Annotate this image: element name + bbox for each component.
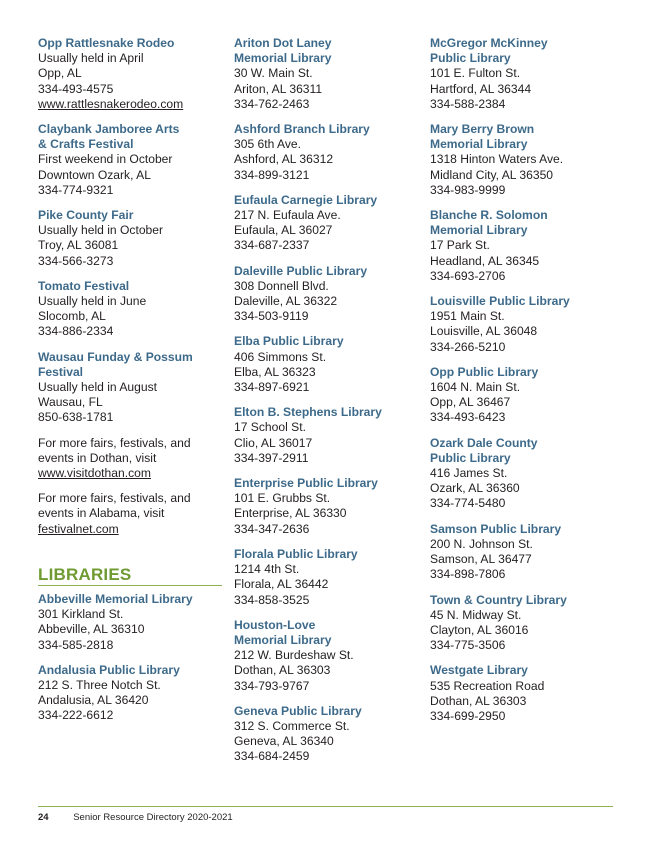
- entry-name: Abbeville Memorial Library: [38, 591, 193, 606]
- note-text: For more fairs, festivals, and: [38, 435, 191, 450]
- entry-detail: 850-638-1781: [38, 410, 114, 425]
- library-entry: [430, 593, 620, 654]
- entry-detail: Elba, AL 36323: [234, 364, 316, 379]
- event-entry: [38, 279, 228, 340]
- entry-detail: 334-266-5210: [430, 339, 506, 354]
- entry-detail: 217 N. Eufaula Ave.: [234, 208, 341, 223]
- footer: [38, 812, 233, 823]
- column-1: [38, 36, 228, 734]
- event-entry: [38, 36, 228, 112]
- entry-detail: 101 E. Grubbs St.: [234, 491, 331, 506]
- entry-name: Tomato Festival: [38, 278, 130, 293]
- entry-detail: 334-397-2911: [234, 450, 309, 465]
- entry-detail: 334-566-3273: [38, 253, 114, 268]
- entry-name: Daleville Public Library: [234, 263, 368, 278]
- library-entry: [430, 208, 620, 284]
- libraries-list-1: [38, 592, 228, 724]
- entry-detail: 334-585-2818: [38, 637, 114, 652]
- entry-detail: Midland City, AL 36350: [430, 167, 554, 182]
- entry-name: Memorial Library: [430, 137, 528, 152]
- notes-list: [38, 436, 228, 537]
- entry-name: Town & Country Library: [430, 592, 567, 607]
- entry-detail: 308 Donnell Blvd.: [234, 278, 329, 293]
- entry-detail: Dothan, AL 36303: [234, 663, 331, 678]
- entry-detail: Slocomb, AL: [38, 309, 106, 324]
- entry-detail: Headland, AL 36345: [430, 253, 540, 268]
- entry-name: & Crafts Festival: [38, 137, 134, 152]
- library-entry: [430, 365, 620, 426]
- note-link[interactable]: www.visitdothan.com: [38, 466, 151, 481]
- entry-name: Eufaula Carnegie Library: [234, 192, 378, 207]
- entry-name: Public Library: [430, 51, 511, 66]
- entry-detail: 334-493-6423: [430, 410, 506, 425]
- entry-detail: Andalusia, AL 36420: [38, 693, 149, 708]
- entry-detail: Troy, AL 36081: [38, 238, 119, 253]
- entry-detail: 334-693-2706: [430, 268, 506, 283]
- entry-detail: 334-347-2636: [234, 521, 310, 536]
- footer-title: Senior Resource Directory 2020-2021: [73, 812, 233, 823]
- libraries-heading: LIBRARIES: [38, 565, 222, 586]
- entry-name: Claybank Jamboree Arts: [38, 122, 180, 137]
- entry-detail: Samson, AL 36477: [430, 552, 532, 567]
- entry-detail: Eufaula, AL 36027: [234, 223, 333, 238]
- library-entry: [234, 193, 424, 254]
- entry-detail: Daleville, AL 36322: [234, 294, 338, 309]
- note-text: events in Alabama, visit: [38, 506, 165, 521]
- library-entry: [430, 122, 620, 198]
- library-entry: [430, 663, 620, 724]
- library-entry: [38, 592, 228, 653]
- entry-detail: Geneva, AL 36340: [234, 734, 334, 749]
- library-entry: [234, 334, 424, 395]
- entry-name: Mary Berry Brown: [430, 122, 535, 137]
- entry-detail: Wausau, FL: [38, 395, 103, 410]
- entry-name: Blanche R. Solomon: [430, 208, 548, 223]
- entry-name: Memorial Library: [234, 51, 332, 66]
- entry-name: Geneva Public Library: [234, 703, 362, 718]
- entry-detail: Hartford, AL 36344: [430, 81, 532, 96]
- entry-detail: 334-687-2337: [234, 238, 310, 253]
- entry-detail: 30 W. Main St.: [234, 66, 313, 81]
- entry-detail: 1214 4th St.: [234, 562, 300, 577]
- library-entry: [38, 663, 228, 724]
- entry-detail: 334-793-9767: [234, 678, 310, 693]
- entry-detail: 45 N. Midway St.: [430, 607, 522, 622]
- entry-detail: 334-762-2463: [234, 96, 310, 111]
- entry-detail: 334-898-7806: [430, 567, 506, 582]
- entry-detail: 406 Simmons St.: [234, 349, 327, 364]
- entry-detail: 334-775-3506: [430, 638, 506, 653]
- entry-detail: 101 E. Fulton St.: [430, 66, 521, 81]
- entry-name: McGregor McKinney: [430, 36, 548, 50]
- entry-detail: Clayton, AL 36016: [430, 622, 529, 637]
- note-link[interactable]: festivalnet.com: [38, 521, 119, 536]
- entry-detail: Usually held in August: [38, 380, 157, 395]
- entry-detail: Enterprise, AL 36330: [234, 506, 347, 521]
- entry-name: Opp Rattlesnake Rodeo: [38, 36, 175, 50]
- entry-detail: 212 W. Burdeshaw St.: [234, 648, 354, 663]
- entry-detail: 334-897-6921: [234, 380, 310, 395]
- entry-detail: Usually held in April: [38, 51, 144, 66]
- entry-detail: Usually held in October: [38, 223, 164, 238]
- info-note: [38, 436, 228, 482]
- entry-detail: 305 6th Ave.: [234, 137, 302, 152]
- entry-detail: Usually held in June: [38, 294, 147, 309]
- entry-name: Ozark Dale County: [430, 435, 538, 450]
- entry-link[interactable]: www.rattlesnakerodeo.com: [38, 96, 184, 111]
- entry-detail: 1318 Hinton Waters Ave.: [430, 152, 564, 167]
- note-text: For more fairs, festivals, and: [38, 491, 191, 506]
- entry-detail: Opp, AL: [38, 66, 82, 81]
- entry-name: Westgate Library: [430, 663, 528, 678]
- library-entry: [234, 618, 424, 694]
- event-entry: [38, 350, 228, 426]
- library-entry: [234, 405, 424, 466]
- events-list: [38, 36, 228, 426]
- entry-detail: 535 Recreation Road: [430, 678, 545, 693]
- page-number: 24: [38, 812, 49, 823]
- entry-detail: 334-222-6612: [38, 708, 114, 723]
- entry-name: Andalusia Public Library: [38, 662, 180, 677]
- entry-name: Opp Public Library: [430, 364, 539, 379]
- column-3: [430, 36, 620, 734]
- entry-detail: 334-503-9119: [234, 309, 309, 324]
- libraries-list-2: [234, 36, 424, 765]
- entry-detail: 416 James St.: [430, 466, 508, 481]
- library-entry: [430, 36, 620, 112]
- library-entry: [234, 264, 424, 325]
- entry-detail: First weekend in October: [38, 152, 173, 167]
- entry-detail: Opp, AL 36467: [430, 395, 511, 410]
- entry-detail: 334-886-2334: [38, 324, 114, 339]
- entry-detail: 200 N. Johnson St.: [430, 536, 533, 551]
- entry-detail: 334-899-3121: [234, 167, 310, 182]
- entry-detail: 1951 Main St.: [430, 309, 505, 324]
- entry-name: Wausau Funday & Possum: [38, 349, 193, 364]
- entry-detail: 212 S. Three Notch St.: [38, 677, 161, 692]
- entry-detail: Dothan, AL 36303: [430, 693, 527, 708]
- entry-name: Ashford Branch Library: [234, 122, 370, 137]
- entry-detail: Florala, AL 36442: [234, 577, 329, 592]
- entry-detail: 17 Park St.: [430, 238, 490, 253]
- entry-detail: 334-684-2459: [234, 749, 310, 764]
- entry-detail: 301 Kirkland St.: [38, 607, 124, 622]
- entry-name: Pike County Fair: [38, 208, 134, 223]
- entry-name: Public Library: [430, 450, 511, 465]
- info-note: [38, 491, 228, 537]
- library-entry: [430, 436, 620, 512]
- entry-detail: 1604 N. Main St.: [430, 380, 521, 395]
- library-entry: [234, 476, 424, 537]
- entry-name: Elton B. Stephens Library: [234, 405, 382, 420]
- entry-name: Florala Public Library: [234, 546, 358, 561]
- column-2: [234, 36, 424, 775]
- entry-detail: 17 School St.: [234, 420, 306, 435]
- library-entry: [430, 294, 620, 355]
- entry-detail: 334-774-9321: [38, 182, 114, 197]
- event-entry: [38, 122, 228, 198]
- entry-detail: Clio, AL 36017: [234, 435, 313, 450]
- library-entry: [430, 522, 620, 583]
- entry-name: Ariton Dot Laney: [234, 36, 332, 50]
- entry-name: Memorial Library: [234, 632, 332, 647]
- entry-name: Memorial Library: [430, 223, 528, 238]
- entry-detail: Abbeville, AL 36310: [38, 622, 145, 637]
- entry-detail: 312 S. Commerce St.: [234, 718, 350, 733]
- entry-detail: 334-858-3525: [234, 592, 310, 607]
- entry-detail: 334-774-5480: [430, 496, 506, 511]
- entry-detail: Ashford, AL 36312: [234, 152, 334, 167]
- note-text: events in Dothan, visit: [38, 450, 157, 465]
- entry-detail: 334-493-4575: [38, 81, 114, 96]
- entry-detail: Louisville, AL 36048: [430, 324, 538, 339]
- entry-detail: Downtown Ozark, AL: [38, 167, 151, 182]
- library-entry: [234, 36, 424, 112]
- entry-detail: Ozark, AL 36360: [430, 481, 520, 496]
- entry-name: Houston-Love: [234, 617, 316, 632]
- entry-name: Elba Public Library: [234, 334, 344, 349]
- event-entry: [38, 208, 228, 269]
- entry-detail: Ariton, AL 36311: [234, 81, 323, 96]
- entry-name: Louisville Public Library: [430, 294, 570, 309]
- entry-name: Enterprise Public Library: [234, 476, 378, 491]
- entry-detail: 334-699-2950: [430, 708, 506, 723]
- entry-name: Samson Public Library: [430, 521, 562, 536]
- library-entry: [234, 704, 424, 765]
- entry-name: Festival: [38, 364, 84, 379]
- entry-detail: 334-983-9999: [430, 182, 506, 197]
- library-entry: [234, 122, 424, 183]
- entry-detail: 334-588-2384: [430, 96, 506, 111]
- footer-rule: [38, 806, 613, 807]
- libraries-list-3: [430, 36, 620, 724]
- library-entry: [234, 547, 424, 608]
